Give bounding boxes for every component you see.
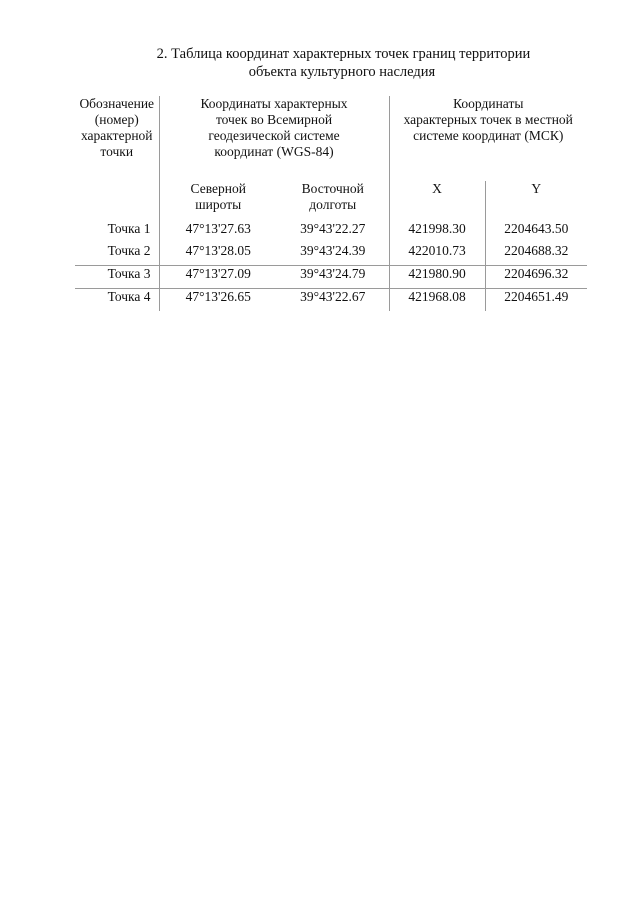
x-value: 421980.90 — [389, 266, 485, 289]
table-title — [0, 45, 640, 81]
longitude-value: 39°43'22.67 — [277, 289, 389, 312]
longitude-value: 39°43'24.79 — [277, 266, 389, 289]
x-value: 421998.30 — [389, 221, 485, 243]
header-x: X — [389, 181, 485, 221]
x-value: 421968.08 — [389, 289, 485, 312]
header-msk: Координаты характерных точек в местной системе координат (МСК) — [389, 96, 587, 181]
coordinates-table — [75, 96, 587, 311]
longitude-value: 39°43'24.39 — [300, 243, 366, 258]
latitude-value: 47°13'27.63 — [159, 221, 277, 243]
latitude-value: 47°13'26.65 — [159, 289, 277, 312]
header-wgs84: Координаты характерных точек во Всемирной геодезической системе координат (WGS-84) — [159, 96, 389, 181]
table-row — [75, 243, 587, 266]
point-name: Точка 4 — [75, 289, 159, 312]
x-value: 422010.73 — [389, 243, 485, 266]
title-line-1: 2. Таблица координат характерных точек границ территории — [156, 46, 531, 62]
y-value: 2204688.32 — [485, 243, 587, 266]
header-longitude: Восточной долготы — [301, 181, 364, 212]
y-value: 2204696.32 — [485, 266, 587, 289]
table-row — [75, 266, 587, 289]
point-name: Точка 1 — [107, 221, 151, 236]
table-row — [75, 289, 587, 312]
y-value: 2204643.50 — [485, 221, 587, 243]
header-y: Y — [485, 181, 587, 221]
header-empty — [75, 181, 159, 221]
header-latitude: Северной широты — [159, 181, 277, 221]
header-designation: Обозначение (номер) характерной точки — [79, 96, 155, 159]
latitude-value: 47°13'27.09 — [159, 266, 277, 289]
latitude-value: 47°13'28.05 — [159, 243, 277, 266]
point-name: Точка 2 — [107, 243, 151, 258]
point-name: Точка 3 — [75, 266, 159, 289]
longitude-value: 39°43'22.27 — [300, 221, 366, 236]
table-row — [75, 221, 587, 243]
y-value: 2204651.49 — [485, 289, 587, 312]
title-line-2: объекта культурного наследия — [248, 64, 436, 80]
